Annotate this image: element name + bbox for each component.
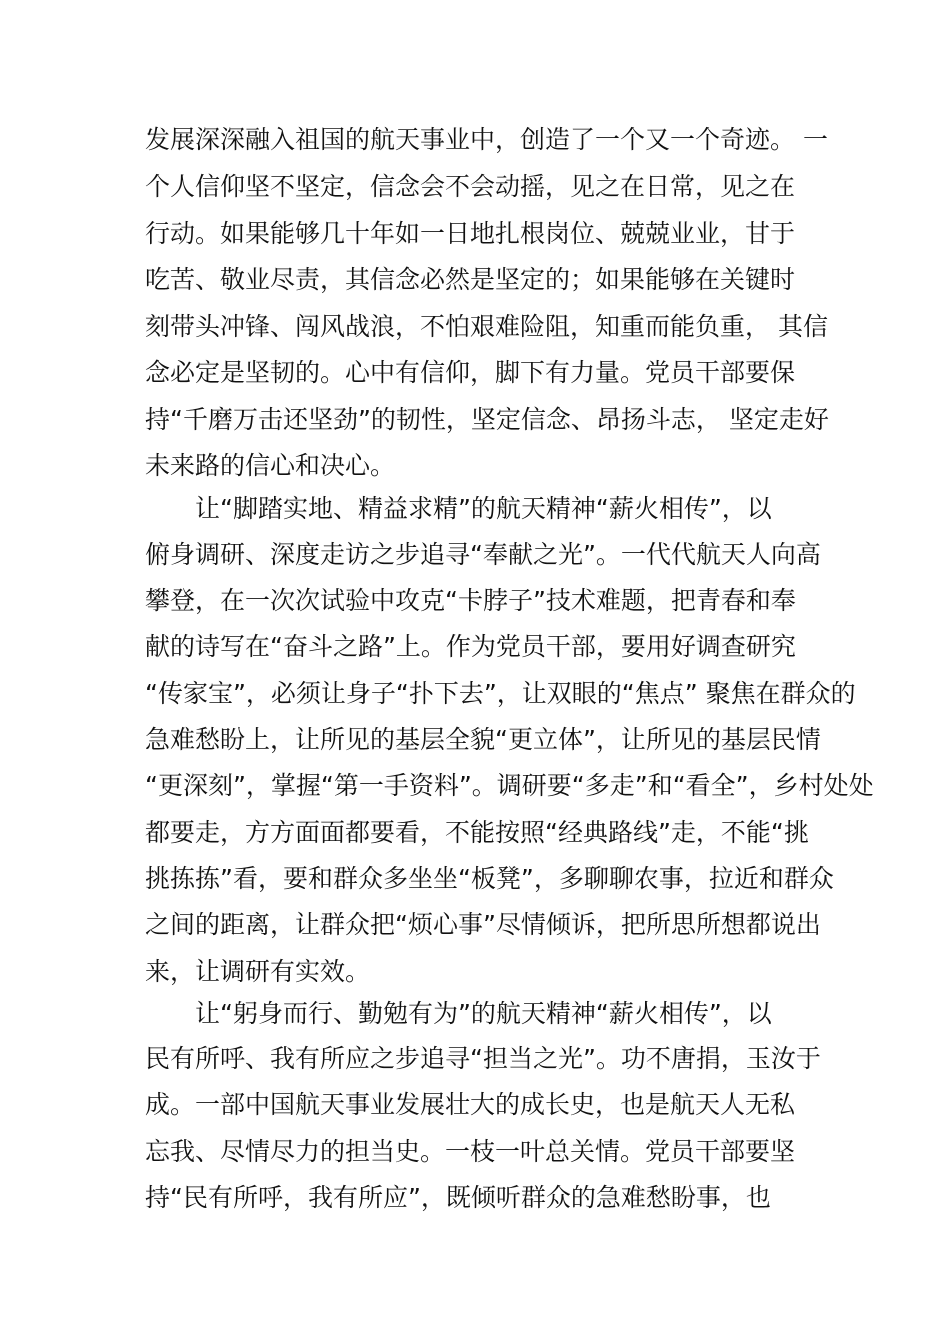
text-line: 成。一部中国航天事业发展壮大的成长史，也是航天人无私	[145, 1090, 796, 1119]
text-line: 之间的距离，让群众把“烦心事”尽情倾诉，把所思所想都说出	[145, 910, 821, 939]
text-line: 献的诗写在“奋斗之路”上。作为党员干部，要用好调查研究	[145, 632, 796, 661]
text-line: 行动。如果能够几十年如一日地扎根岗位、兢兢业业，甘于	[145, 219, 796, 248]
text-line: 来，让调研有实效。	[145, 957, 371, 986]
text-line: 吃苦、敬业尽责，其信念必然是坚定的；如果能够在关键时	[145, 265, 796, 294]
text-line: 民有所呼、我有所应之步追寻“担当之光”。功不唐捐，玉汝于	[145, 1044, 821, 1073]
text-line: 持“民有所呼，我有所应”，既倾听群众的急难愁盼事，也	[145, 1183, 771, 1212]
text-line: 发展深深融入祖国的航天事业中，创造了一个又一个奇迹。 一	[145, 125, 828, 154]
text-line: 刻带头冲锋、闯风战浪，不怕艰难险阻，知重而能负重， 其信	[145, 312, 828, 341]
text-line: 挑拣拣”看，要和群众多坐坐“板凳”，多聊聊农事，拉近和群众	[145, 864, 834, 893]
text-line: 念必定是坚韧的。心中有信仰，脚下有力量。党员干部要保	[145, 358, 796, 387]
text-line: 都要走，方方面面都要看，不能按照“经典路线”走，不能“挑	[145, 818, 809, 847]
text-line: 忘我、尽情尽力的担当史。一枝一叶总关情。党员干部要坚	[145, 1137, 796, 1166]
text-line: 未来路的信心和决心。	[145, 451, 396, 480]
text-line: “传家宝”，必须让身子“扑下去”，让双眼的“焦点” 聚焦在群众的	[145, 679, 856, 708]
paragraph-first-line: 让“躬身而行、勤勉有为”的航天精神“薪火相传”，以	[195, 999, 772, 1028]
text-line: 俯身调研、深度走访之步追寻“奉献之光”。一代代航天人向高	[145, 540, 821, 569]
paragraph-first-line: 让“脚踏实地、精益求精”的航天精神“薪火相传”，以	[195, 494, 772, 523]
text-line: 攀登，在一次次试验中攻克“卡脖子”技术难题，把青春和奉	[145, 586, 796, 615]
text-line: 个人信仰坚不坚定，信念会不会动摇，见之在日常，见之在	[145, 172, 796, 201]
text-line: “更深刻”，掌握“第一手资料”。调研要“多走”和“看全”，乡村处处	[145, 771, 874, 800]
text-line: 持“千磨万击还坚劲”的韧性，坚定信念、昂扬斗志， 坚定走好	[145, 405, 829, 434]
text-line: 急难愁盼上，让所见的基层全貌“更立体”，让所见的基层民情	[145, 725, 821, 754]
